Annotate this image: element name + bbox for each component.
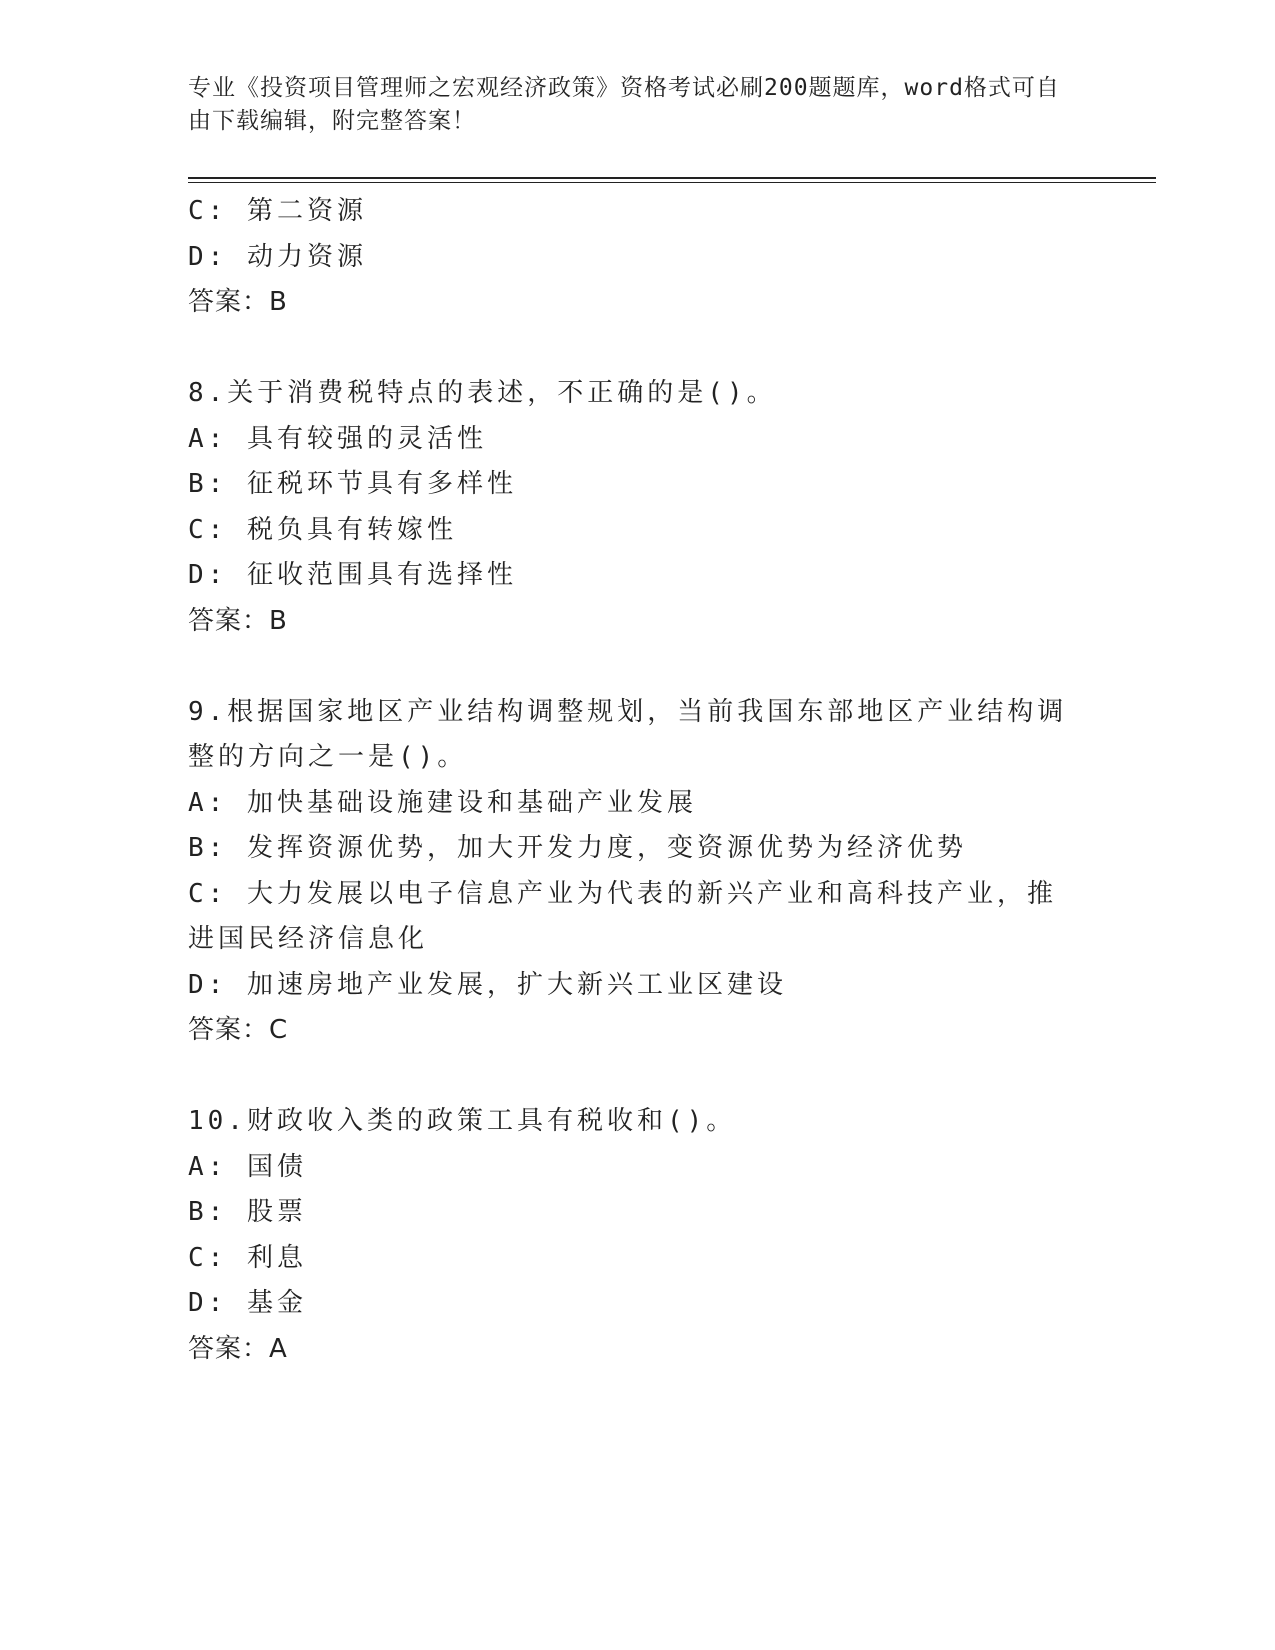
document-header xyxy=(188,72,1068,138)
question-stem: 10.财政收入类的政策工具有税收和()。 xyxy=(188,1106,737,1136)
option-d: D: 动力资源 xyxy=(188,241,367,272)
question-8 xyxy=(188,371,1088,644)
option-b: B: 股票 xyxy=(188,1197,307,1227)
question-stem: 9.根据国家地区产业结构调整规划，当前我国东部地区产业结构调整的方向之一是()。 xyxy=(188,696,1068,772)
document-body xyxy=(188,189,1088,1372)
question-9 xyxy=(188,690,1088,1054)
question-7-tail xyxy=(188,189,1088,326)
option-c: C: 第二资源 xyxy=(188,196,367,226)
option-a: A: 国债 xyxy=(188,1151,307,1182)
spacer xyxy=(188,644,1088,690)
option-b: B: 发挥资源优势，加大开发力度，变资源优势为经济优势 xyxy=(188,833,967,863)
header-rule-thick xyxy=(188,177,1156,179)
spacer xyxy=(188,1054,1088,1100)
option-c: C: 利息 xyxy=(188,1242,307,1273)
option-c: C: 税负具有转嫁性 xyxy=(188,514,457,545)
option-b: B: 征税环节具有多样性 xyxy=(188,469,517,499)
question-stem: 8.关于消费税特点的表述，不正确的是()。 xyxy=(188,378,777,408)
header-title: 专业《投资项目管理师之宏观经济政策》资格考试必刷200题题库，word格式可自由下载编辑，附完整答案！ xyxy=(188,75,1060,134)
question-10 xyxy=(188,1099,1088,1372)
option-d: D: 征收范围具有选择性 xyxy=(188,560,517,590)
answer-line: 答案：B xyxy=(188,605,288,636)
option-d: D: 基金 xyxy=(188,1288,307,1318)
option-c: C: 大力发展以电子信息产业为代表的新兴产业和高科技产业，推进国民经济信息化 xyxy=(188,878,1057,954)
option-a: A: 加快基础设施建设和基础产业发展 xyxy=(188,787,697,818)
option-a: A: 具有较强的灵活性 xyxy=(188,423,487,454)
header-rule-thin xyxy=(188,182,1156,183)
answer-line: 答案：B xyxy=(188,287,288,317)
answer-line: 答案：A xyxy=(188,1333,288,1364)
answer-line: 答案：C xyxy=(188,1015,289,1045)
spacer xyxy=(188,326,1088,372)
option-d: D: 加速房地产业发展，扩大新兴工业区建设 xyxy=(188,969,787,1000)
